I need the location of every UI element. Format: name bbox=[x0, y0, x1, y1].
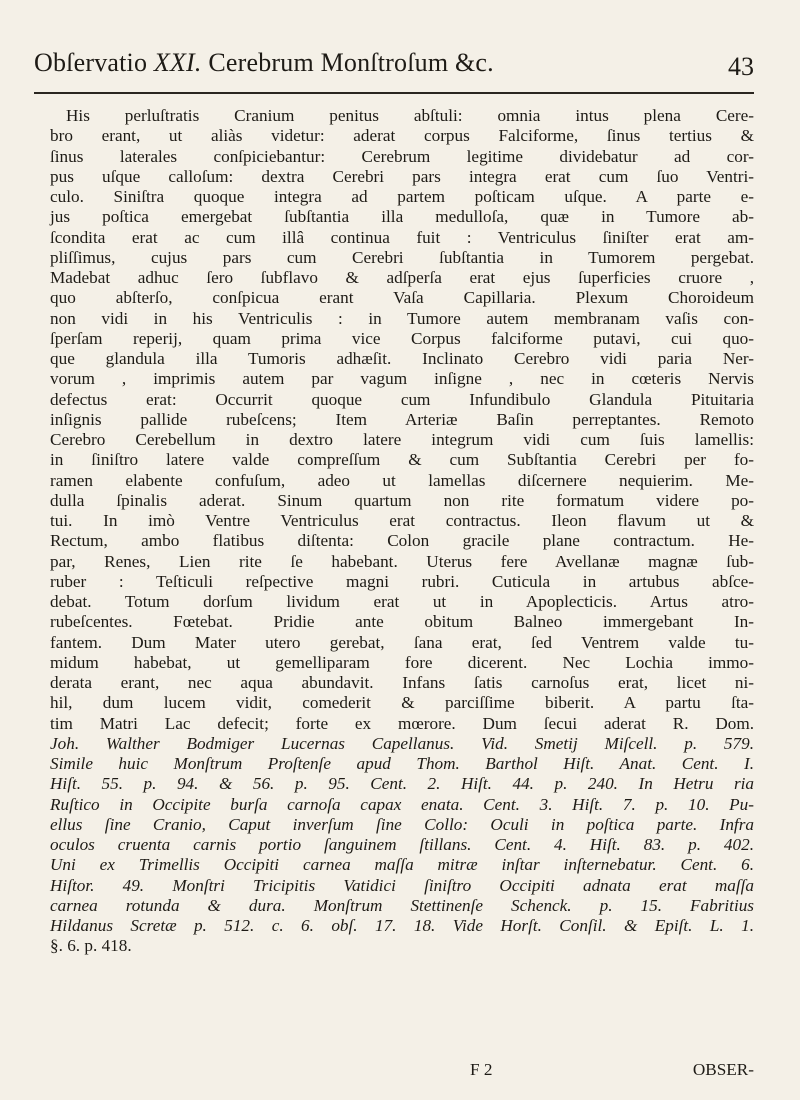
text-line: tim Matri Lac defecit; forte ex mœrore. Dum ſecui aderat R. Dom. bbox=[50, 713, 754, 733]
text-line: Rectum, ambo flatibus diſtenta: Colon gracile plane contractum. He- bbox=[50, 531, 754, 551]
observation-number: XXI. bbox=[153, 48, 202, 77]
text-line: derata erant, nec aqua abundavit. Infans ſatis carnoſus erat, licet ni- bbox=[50, 673, 754, 692]
text-line: His perluſtratis Cranium penitus abſtuli: omnia intus plena Cere- bbox=[66, 106, 754, 125]
text-line: ſcondita erat ac cum illâ continua fuit : Ventriculus ſiniſter erat am- bbox=[50, 227, 754, 247]
reference-line: Ruſtico in Occipite burſa carnoſa capax enata. Cent. 3. Hiſt. 7. p. 10. Pu- bbox=[50, 794, 754, 814]
reference-line: oculos cruenta carnis portio ſanguinem ſtillans. Cent. 4. Hiſt. 83. p. 402. bbox=[50, 835, 754, 854]
text-line: rubeſcentes. Fœtebat. Pridie ante obitum Balneo immergebant In- bbox=[50, 612, 754, 632]
running-head-prefix: Obſervatio bbox=[34, 48, 148, 77]
page-footer bbox=[50, 1060, 754, 1084]
text-line: inſignis pallide rubeſcens; Item Arteriæ Baſin perreptantes. Remoto bbox=[50, 409, 754, 429]
signature-mark: F 2 bbox=[470, 1060, 493, 1079]
text-line: tui. In imò Ventre Ventriculus erat contractus. Ileon flavum ut & bbox=[50, 511, 754, 530]
text-line: debat. Totum dorſum lividum erat ut in Apoplecticis. Artus atro- bbox=[50, 592, 754, 611]
running-head-title: Cerebrum Monſtroſum &c. bbox=[208, 48, 494, 77]
text-line: culo. Siniſtra quoque integra ad partem poſticam uſque. A parte e- bbox=[50, 187, 754, 206]
reference-line: Uni ex Trimellis Occipiti carnea maſſa mitræ inſtar inſternebatur. Cent. 6. bbox=[50, 855, 754, 875]
text-line: ſinus laterales conſpiciebantur: Cerebrum legitime dividebatur ad cor- bbox=[50, 146, 754, 166]
reference-line-final: §. 6. p. 418. bbox=[50, 936, 132, 956]
reference-line: Hiſt. 55. p. 94. & 56. p. 95. Cent. 2. Hiſt. 44. p. 240. In Hetru ria bbox=[50, 774, 754, 794]
text-line: que glandula illa Tumoris adhæſit. Inclinato Cerebro vidi paria Ner- bbox=[50, 349, 754, 368]
text-line: midum habebat, ut gemelliparam fore dicerent. Nec Lochia immo- bbox=[50, 652, 754, 672]
text-line: ruber : Teſticuli reſpective magni rubri. Cuticula in artubus abſce- bbox=[50, 571, 754, 591]
text-line: jus poſtica emergebat ſubſtantia illa medulloſa, quæ in Tumore ab- bbox=[50, 207, 754, 227]
reference-line: carnea rotunda & dura. Monſtrum Stettinenſe Schenck. p. 15. Fabritius bbox=[50, 895, 754, 915]
text-line: Madebat adhuc ſero ſubflavo & adſperſa erat ejus ſuperficies cruore , bbox=[50, 268, 754, 287]
reference-line: Simile huic Monſtrum Proſtenſe apud Thom. Barthol Hiſt. Anat. Cent. I. bbox=[50, 754, 754, 773]
reference-line: Hildanus Scretæ p. 512. c. 6. obſ. 17. 18. Vide Horſt. Conſil. & Epiſt. L. 1. bbox=[50, 916, 754, 935]
header-rule bbox=[34, 92, 754, 94]
text-line: pliſſimus, cujus pars cum Cerebri ſubſtantia in Tumorem pergebat. bbox=[50, 247, 754, 267]
running-head bbox=[34, 48, 494, 78]
observation-body-text bbox=[50, 106, 754, 957]
text-line: dulla ſpinalis aderat. Sinum quartum non rite formatum videre po- bbox=[50, 490, 754, 510]
text-line: ramen elabente confuſum, adeo ut lamellas diſcernere nequierim. Me- bbox=[50, 470, 754, 490]
text-line: fantem. Dum Mater utero gerebat, ſana erat, ſed Ventrem valde tu- bbox=[50, 632, 754, 652]
reference-line: Hiſtor. 49. Monſtri Tricipitis Vatidici ſiniſtro Occipiti adnata erat maſſa bbox=[50, 875, 754, 895]
text-line: defectus erat: Occurrit quoque cum Infundibulo Glandula Pituitaria bbox=[50, 389, 754, 409]
text-line: in ſiniſtro latere valde compreſſum & cum Subſtantia Cerebri per fo- bbox=[50, 450, 754, 470]
page-number: 43 bbox=[728, 52, 754, 81]
page-header bbox=[34, 42, 754, 98]
text-line: par, Renes, Lien rite ſe habebant. Uterus fere Avellanæ magnæ ſub- bbox=[50, 551, 754, 571]
reference-line: Joh. Walther Bodmiger Lucernas Capellanus. Vid. Smetij Miſcell. p. 579. bbox=[50, 733, 754, 753]
text-line: pus uſque calloſum: dextra Cerebri pars integra erat cum ſuo Ventri- bbox=[50, 166, 754, 186]
text-line: non vidi in his Ventriculis : in Tumore autem membranam vaſis con- bbox=[50, 308, 754, 328]
text-line: bro erant, ut aliàs videtur: aderat corpus Falciforme, ſinus tertius & bbox=[50, 126, 754, 146]
text-line: ſperſam reperij, quam prima vice Corpus falciforme putavi, cui quo- bbox=[50, 328, 754, 348]
reference-line: ellus ſine Cranio, Caput inverſum ſine Collo: Oculi in poſtica parte. Infra bbox=[50, 814, 754, 834]
text-line: hil, dum lucem vidit, comederit & parciſſime biberit. A partu ſta- bbox=[50, 693, 754, 713]
text-line: quo abſterſo, conſpicua erant Vaſa Capillaria. Plexum Choroideum bbox=[50, 288, 754, 308]
text-line: Cerebro Cerebellum in dextro latere integrum vidi cum ſuis lamellis: bbox=[50, 430, 754, 449]
text-line: vorum , imprimis autem par vagum inſigne , nec in cœteris Nervis bbox=[50, 369, 754, 389]
catchword: OBSER- bbox=[692, 1060, 754, 1079]
